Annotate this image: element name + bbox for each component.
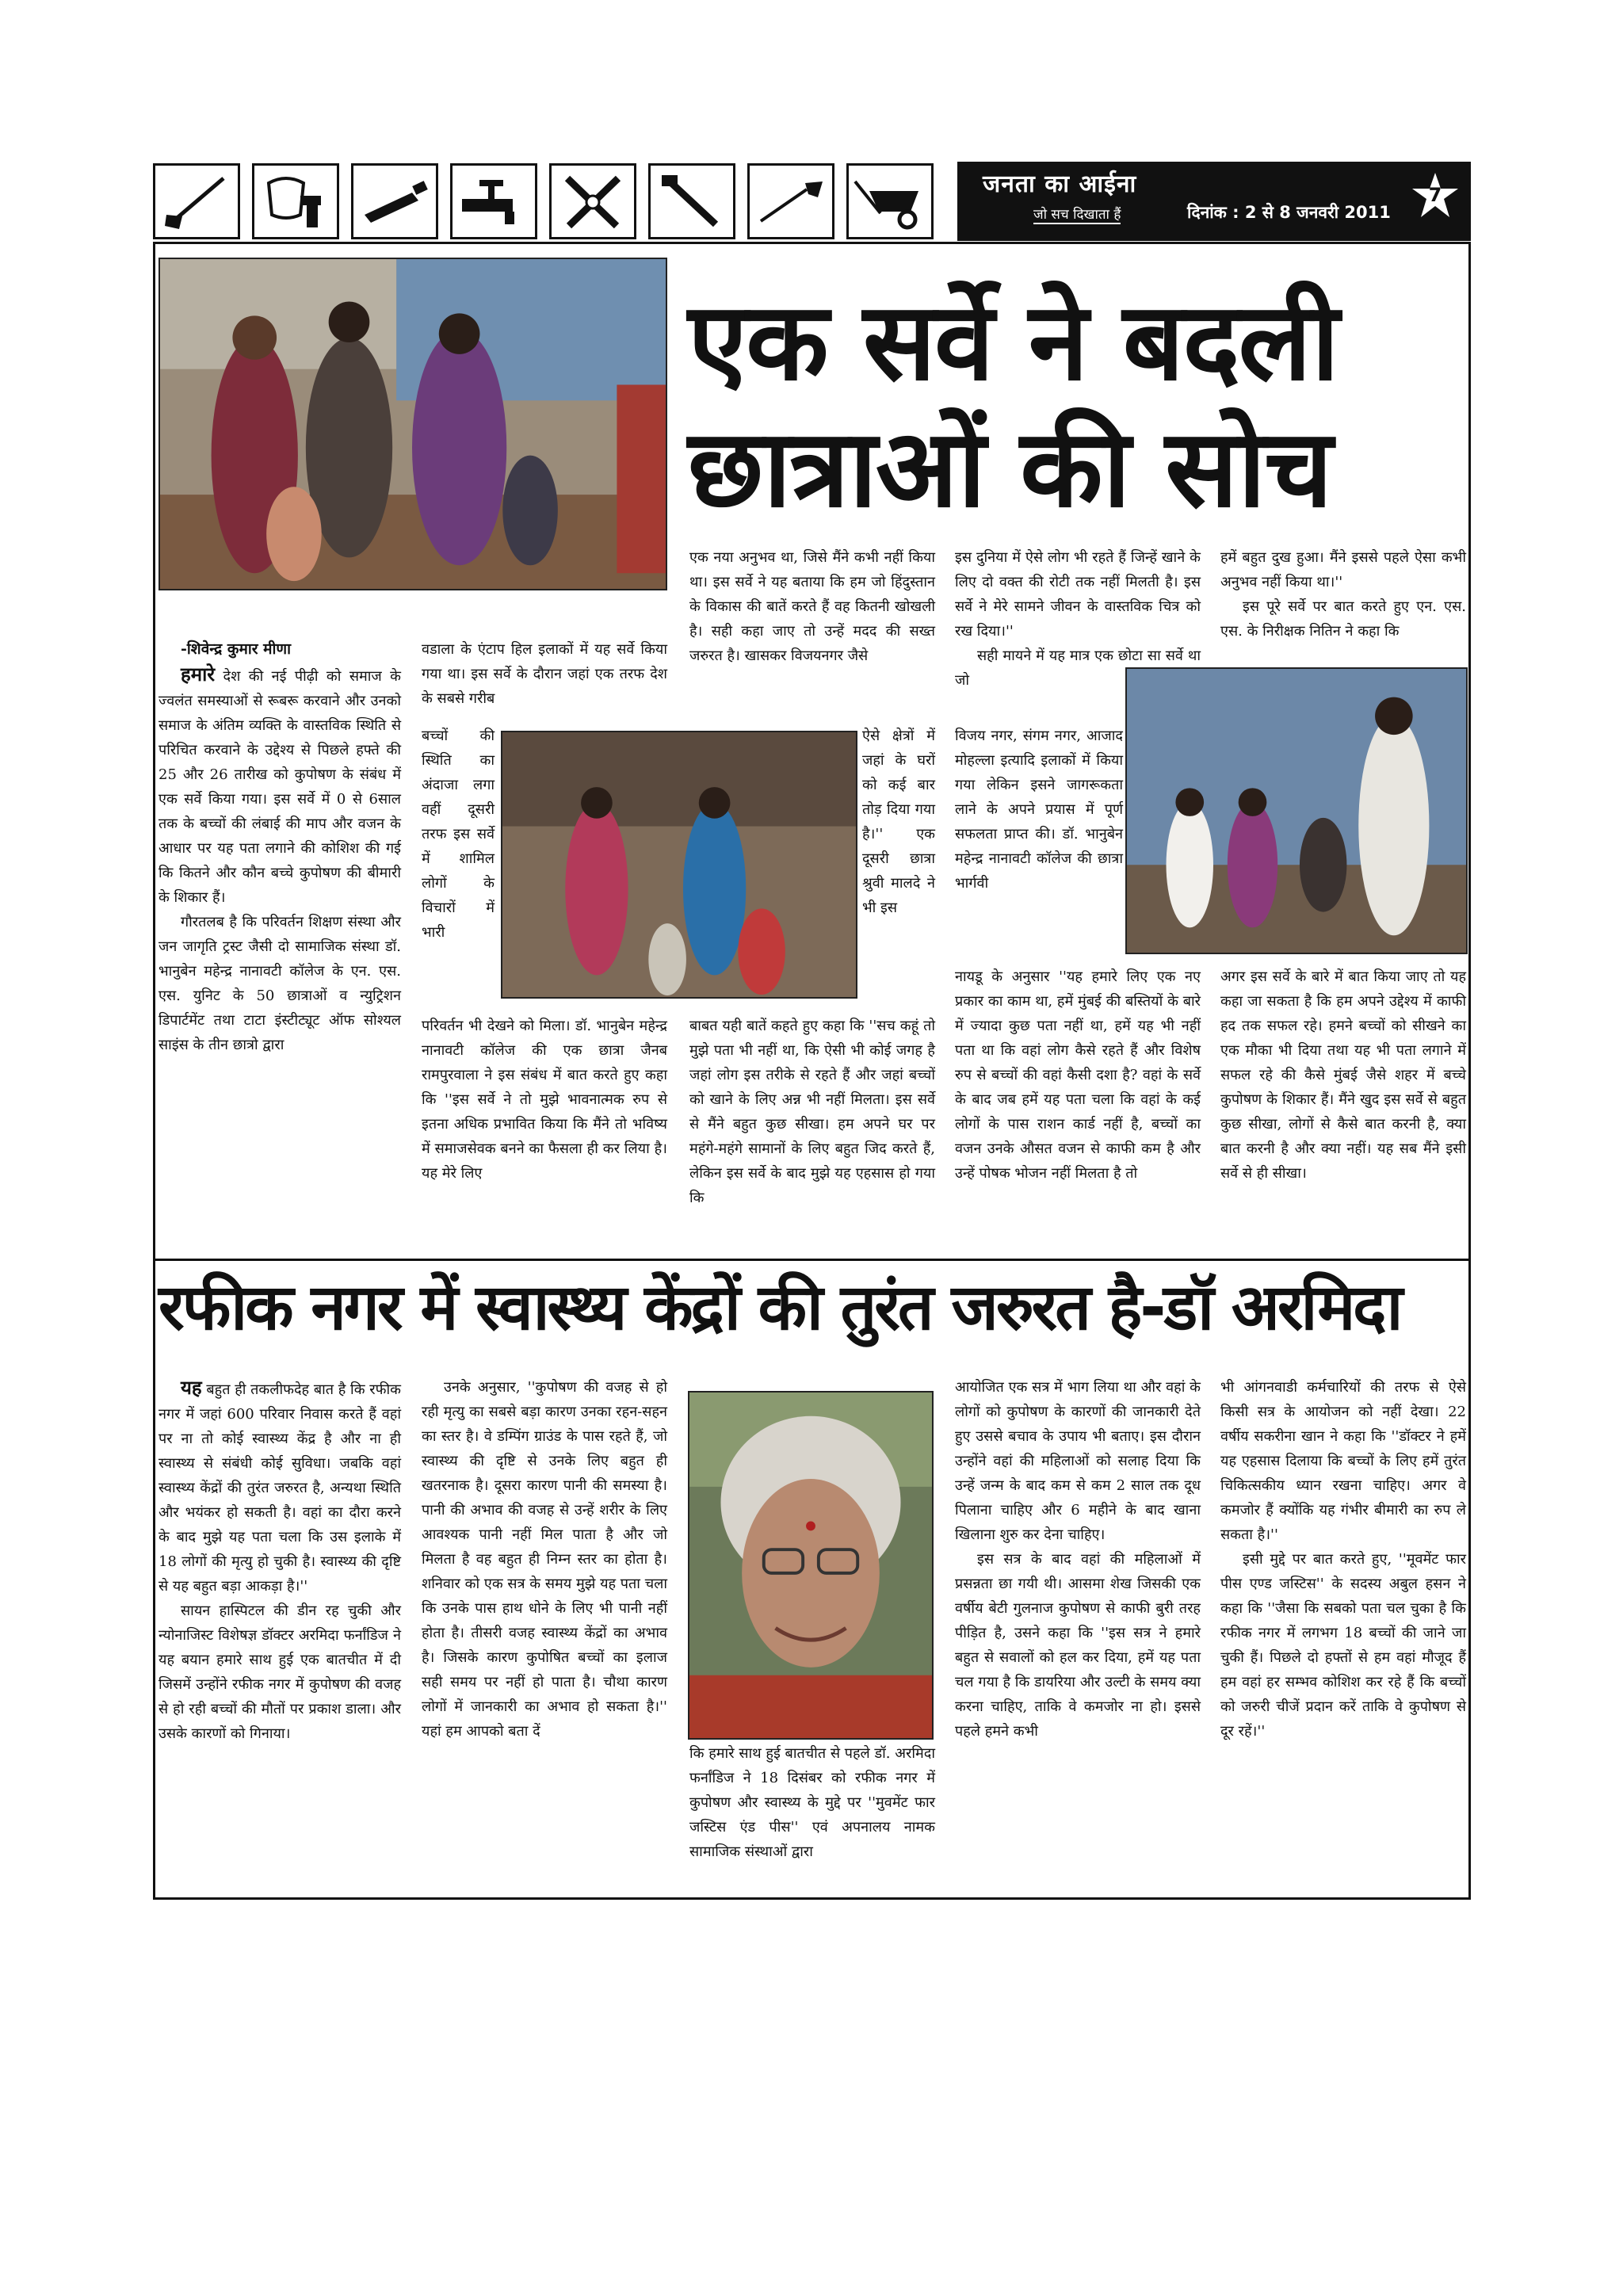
hoe-icon <box>158 169 235 234</box>
paragraph: हमारे देश की नई पीढ़ी को समाज के ज्वलंत समस्याओं से रूबरू करवाने और उनको समाज के अंतिम व्यक्ति के वास्तविक स्थिति से परिचित करवाने के उद्देश्य से पिछले हफ्ते की 25 और 26 तारीख को कुपोषण के संबंध में एक सर्वे किया गया। इस सर्वे में 0 से 6साल तक के बच्चों की लंबाई की माप और वजन के आधार पर यह पता लगाने की कोशिश की गई कि कितने और कौन बच्चे कुपोषण की बीमारी के शिकार हैं। <box>158 663 401 906</box>
article1-column-5-top: हमें बहुत दुख हुआ। मैंने इससे पहले ऐसा कभी अनुभव नहीं किया था।'' इस पूरे सर्वे पर बात करते हुए एन. एस. एस. के निरीक्षक नितिन ने कहा कि <box>1220 549 1466 640</box>
article1-column-2-bottom: परिवर्तन भी देखने को मिला। डॉ. भानुबेन महेन्द्र नानावटी कॉलेज की एक छात्रा जैनब रामपुरवाला ने इस संबंध में बात करते हुए कहा कि ''इस सर्वे ने तो मुझे भावनात्मक रुप से इतना अधिक प्रभावित किया कि मैंने तो भविष्य में समाजसेवक बनने का फैसला ही कर लिया है। यह मेरे लिए <box>422 1018 667 1182</box>
shovel-icon <box>753 169 829 234</box>
lead-word: हमारे <box>181 663 216 686</box>
photo-survey-women-children <box>158 258 667 590</box>
headline-main <box>688 279 1465 533</box>
photo-dr-armida-portrait <box>688 1391 934 1740</box>
article1-column-5-bottom: अगर इस सर्वे के बारे में बात किया जाए तो यह कहा जा सकता है कि हम अपने उद्देश्य में काफी हद तक सफल रहे। हमने बच्चों को सीखने का एक मौका भी दिया तथा यह भी पता लगाने में सफल रहे की कैसे मुंबई जैसे शहर में बच्चे कुपोषण के शिकार हैं। मैंने खुद इस सर्वे से बहुत कुछ सीखा, लोगों से कैसे बात करनी है, क्या बात करनी है और क्या नहीं। यह सब मैंने इसी सर्वे से ही सीखा। <box>1220 968 1466 1182</box>
water-tap-icon <box>456 169 532 234</box>
masthead-tagline: जो सच दिखाता हैं <box>1033 204 1121 224</box>
icon-tile-tools <box>549 163 636 239</box>
article1-column-2-wrap: बच्चों की स्थिति का अंदाजा लगा वहीं दूसरी तरफ इस सर्वे में शामिल लोगों के विचारों में भारी <box>422 728 495 941</box>
trowel-icon <box>357 169 433 234</box>
crossed-tools-icon <box>555 169 631 234</box>
article1-column-1 <box>158 637 401 1057</box>
headline-line-2: छात्राओं की सोच <box>688 407 1331 532</box>
icon-tile-tap <box>450 163 537 239</box>
headline-secondary: रफीक नगर में स्वास्थ्य केंद्रों की तुरंत जरुरत है-डॉ अरमिदा <box>158 1270 1401 1344</box>
article1-column-4-top: इस दुनिया में ऐसे लोग भी रहते हैं जिन्हें खाने के लिए दो वक्त की रोटी तक नहीं मिलती है। इस सर्वे ने मेरे सामने जीवन के वास्तविक चित्र को रख दिया।'' सही मायने में यह मात्र एक छोटा सा सर्वे था जो <box>955 549 1201 689</box>
byline: -शिवेन्द्र कुमार मीणा <box>181 640 292 658</box>
article1-column-4-wrap: विजय नगर, संगम नगर, आजाद मोहल्ला इत्यादि इलाकों में किया गया लेकिन इसने जागरूकता लाने के अपने प्रयास में पूर्ण सफलता प्राप्त की। डॉ. भानुबेन महेन्द्र नानावटी कॉलेज की छात्रा भार्गवी <box>955 728 1123 892</box>
article1-column-3-bottom: बाबत यही बातें कहते हुए कहा कि ''सच कहूं तो मुझे पता भी नहीं था, कि ऐसी भी कोई जगह है जहां लोग इस तरीके से रहते हैं और जहां बच्चों को खाने के लिए अन्न भी नहीं मिलता। इस सर्वे से मैंने बहुत कुछ सीखा। हम अपने घर पर महंगे-महंगे सामानों के लिए बहुत जिद करते हैं, लेकिन इस सर्वे के बाद मुझे यह एहसास हो गया कि <box>689 1018 935 1206</box>
icon-tile-hoe <box>153 163 240 239</box>
paint-bucket-icon <box>258 169 334 234</box>
article2-column-1: यह बहुत ही तकलीफदेह बात है कि रफीक नगर में जहां 600 परिवार निवास करते हैं वहां पर ना तो कोई स्वास्थ्य केंद्र है और ना ही स्वास्थ्य से संबंधी कोई सुविधा। जबकि वहां स्वास्थ्य केंद्रों की तुरंत जरुरत है, अन्यथा स्थिति और भयंकर हो सकती है। वहां का दौरा करने के बाद मुझे यह पता चला कि उस इलाके में 18 लोगों की मृत्यु हो चुकी है। स्वास्थ्य की दृष्टि से यह बहुत बड़ा आकड़ा है।'' सायन हास्पिटल की डीन रह चुकी और न्योनाजिस्ट विशेषज्ञ डॉक्टर अरमिदा फर्नांडिज ने यह बयान हमारे साथ हुई एक बातचीत में दी जिसमें उन्होंने रफीक नगर में कुपोषण की वजह से हो रही बच्चों की मौतों पर प्रकाश डाला। और उसके कारणों को गिनाया। <box>158 1376 401 1742</box>
article1-column-2-top: वडाला के एंटाप हिल इलाकों में यह सर्वे किया गया था। इस सर्वे के दौरान जहां एक तरफ देश के सबसे गरीब <box>422 641 667 707</box>
article1-column-3-top: एक नया अनुभव था, जिसे मैंने कभी नहीं किया था। इस सर्वे ने यह बताया कि हम जो हिंदुस्तान के विकास की बातें करते हैं वह कितनी खोखली है। सही कहा जाए तो उन्हें मदद की सख्त जरुरत है। खासकर विजयनगर जैसे <box>689 549 935 664</box>
lead-word: यह <box>181 1376 202 1399</box>
icon-tile-wheelbarrow <box>846 163 934 239</box>
icon-tile-shovel <box>747 163 834 239</box>
article1-column-3-wrap: ऐसे क्षेत्रों में जहां के घरों को कई बार तोड़ दिया गया है।'' एक दूसरी छात्रा श्रुवी मालदे ने भी इस <box>862 728 935 916</box>
icon-tile-wrench <box>648 163 735 239</box>
photo-caption: कि हमारे साथ हुई बातचीत से पहले डॉ. अरमिदा फर्नांडिज ने 18 दिसंबर को रफीक नगर में कुपोषण और स्वास्थ्य के मुद्दे पर ''मुवमेंट फार जस्टिस एंड पीस'' एवं अपनालय नामक सामाजिक संस्थाओं द्वारा <box>689 1745 935 1860</box>
icon-tile-paint <box>252 163 339 239</box>
masthead-title: जनता का आईना <box>983 170 1137 198</box>
pipe-wrench-icon <box>654 169 730 234</box>
paragraph: गौरतलब है कि परिवर्तन शिक्षण संस्था और जन जागृति ट्रस्ट जैसी दो सामाजिक संस्था डॉ. भानुबेन महेन्द्र नानावटी कॉलेज के एन. एस. एस. युनिट के 50 छात्राओं व न्युट्रिशन डिपार्टमेंट तथा टाटा इंस्टीट्यूट ऑफ सोश्यल साइंस के तीन छात्रो द्वारा <box>158 914 401 1053</box>
photo-student-measuring <box>1125 667 1468 954</box>
headline-line-1: एक सर्वे ने बदली <box>688 280 1338 405</box>
photo-slum-survey <box>501 731 857 999</box>
article2-column-2: उनके अनुसार, ''कुपोषण की वजह से हो रही मृत्यु का सबसे बड़ा कारण उनका रहन-सहन का स्तर है। वे डम्पिंग ग्राउंड के पास रहते हैं, जो स्वास्थ्य की दृष्टि से उनके लिए बहुत ही खतरनाक है। दूसरा कारण पानी की समस्या है। पानी की अभाव की वजह से उन्हें शरीर के लिए आवश्यक पानी नहीं मिल पाता है और जो मिलता है वह बहुत ही निम्न स्तर का होता है। शनिवार को एक सत्र के समय मुझे यह पता चला कि उनके पास हाथ धोने के लिए भी पानी नहीं होता है। तीसरी वजह स्वास्थ्य केंद्रों का अभाव है। जिसके कारण कुपोषित बच्चों का इलाज सही समय पर नहीं हो पाता है। चौथा कारण लोगों में जानकारी का अभाव हो सकता है।'' यहां हम आपको बता दें <box>422 1379 667 1740</box>
article2-column-5: भी आंगनवाडी कर्मचारियों की तरफ से ऐसे किसी सत्र के आयोजन को नहीं देखा। 22 वर्षीय सकरीना खान ने कहा कि ''डॉक्टर ने हमें यह एहसास दिलाया कि बच्चों के लिए हमें तुरंत चिकित्सकीय ध्यान रखना चाहिए। अगर वे कमजोर हैं क्योंकि यह गंभीर बीमारी का रुप ले सकता है।'' इसी मुद्दे पर बात करते हुए, ''मूवमेंट फार पीस एण्ड जस्टिस'' के सदस्य अबुल हसन ने कहा कि ''जैसा कि सबको पता चल चुका है कि रफीक नगर में लगभग 18 बच्चों की जाने जा चुकी हैं। पिछले दो हफ्तों से हम वहां मौजूद हैं हम वहां हर सम्भव कोशिश कर रहे हैं कि बच्चों को जरुरी चीजें प्रदान करें ताकि वे कुपोषण से दूर रहें।'' <box>1220 1379 1466 1740</box>
article2-column-4: आयोजित एक सत्र में भाग लिया था और वहां के लोगों को कुपोषण के कारणों की जानकारी देते हुए उससे बचाव के उपाय भी बताए। इस दौरान उन्होंने वहां की महिलाओं को सलाह दिया कि उन्हें जन्म के बाद कम से कम 2 साल तक दूध पिलाना चाहिए और 6 महीने के बाद खाना खिलाना शुरु कर देना चाहिए। इस सत्र के बाद वहां की महिलाओं में प्रसन्नता छा गयी थी। आसमा शेख जिसकी एक वर्षीय बेटी गुलनाज कुपोषण से काफी बुरी तरह पीड़ित है, उसने कहा कि ''इस सत्र ने हमारे बहुत से सवालों को हल कर दिया, हमें यह पता चल गया है कि डायरिया और उल्टी के समय क्या करना चाहिए, ताकि वे कमजोर ना हो। इससे पहले हमने कभी <box>955 1379 1201 1740</box>
icon-tile-trowel <box>351 163 438 239</box>
masthead <box>957 162 1471 241</box>
wheelbarrow-icon <box>852 169 928 234</box>
masthead-date: दिनांक : 2 से 8 जनवरी 2011 <box>1187 203 1391 222</box>
article1-column-4-bottom: नायडू के अनुसार ''यह हमारे लिए एक नए प्रकार का काम था, हमें मुंबई की बस्तियों के बारे में ज्यादा कुछ पता नहीं था, हमें यह भी नहीं पता था कि वहां लोग कैसे रहते हैं और विशेष रुप से बच्चों की वहां कैसी दशा है? वहां के सर्वे के बाद जब हमें यह पता चला कि वहां के कई लोगों के पास राशन कार्ड नहीं है, बच्चों का वजन उनके औसत वजन से काफी कम है और उन्हें पोषक भोजन नहीं मिलता है तो <box>955 968 1201 1182</box>
section-divider <box>155 1259 1468 1261</box>
page-number: 7 <box>1428 184 1442 206</box>
